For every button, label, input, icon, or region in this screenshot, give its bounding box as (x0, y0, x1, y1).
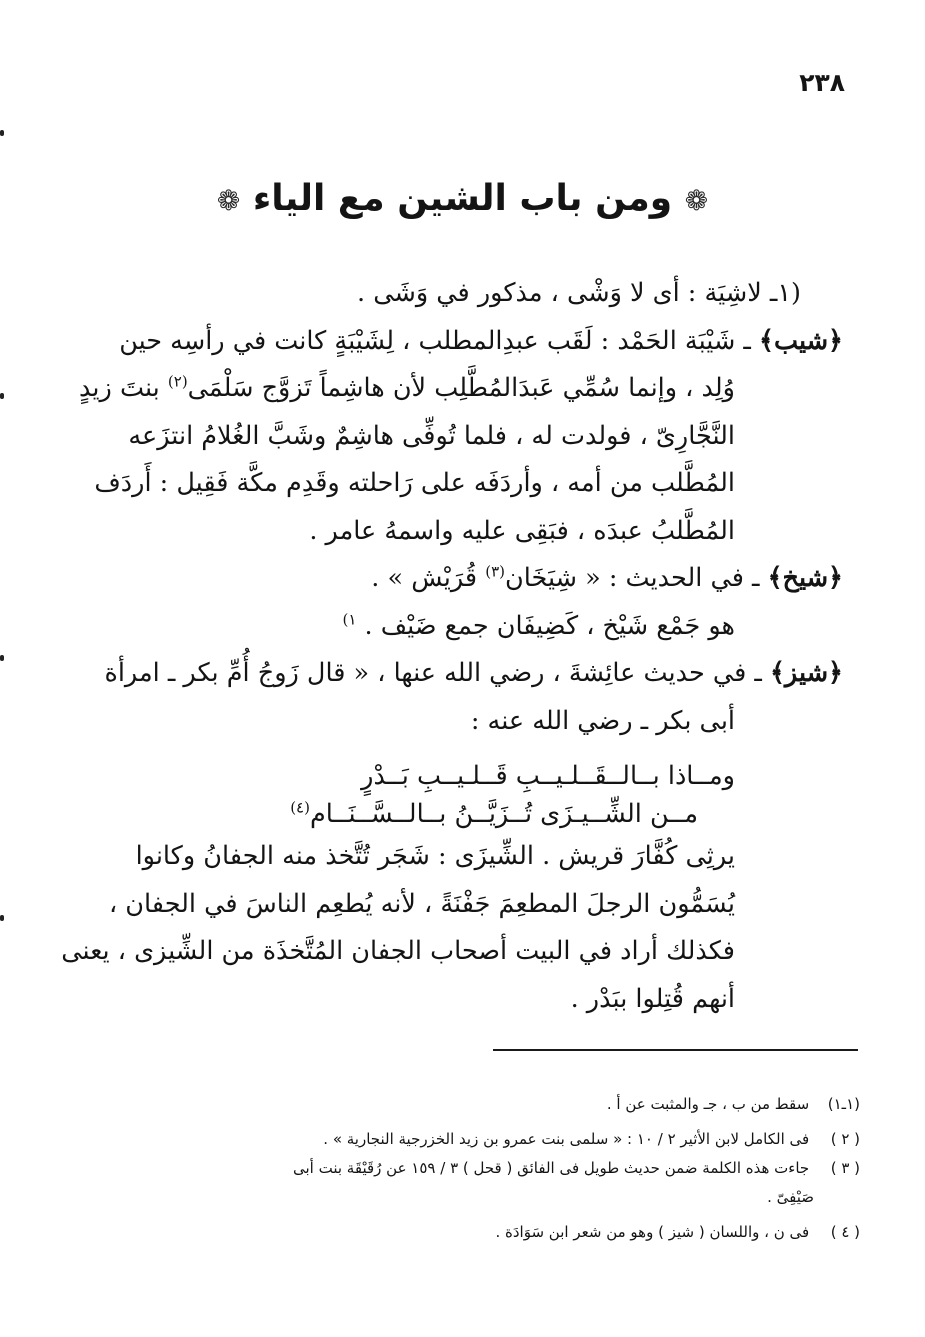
footnote-ref: (٤) (290, 798, 310, 817)
footnote-divider (493, 1049, 858, 1051)
chapter-title (0, 178, 925, 219)
footnote-continuation: صَيْفِىّ . (767, 1188, 814, 1206)
line-text: وُلِد ، وإنما سُمِّي عَبدَالمُطَّلِب لأن هاشِماً تَزوَّج سَلْمَى (187, 373, 735, 403)
body-line (98, 650, 843, 698)
verse-text: مــن الشِّــيـزَى تُــزَيَّــنُ بــالــسَّــنَــام (309, 799, 698, 829)
body-line: أنهم قُتِلوا ببَدْر . (570, 983, 735, 1014)
scan-margin-mark (0, 655, 4, 661)
body-line: المُطَّلب من أمه ، وأردَفَه على رَاحلته وقَدِم مكَّة فَقِيل : أَردَف (94, 468, 735, 498)
footnote-number: ( ٣ ) (830, 1159, 860, 1177)
footnote (80, 1218, 860, 1247)
ornament-right-icon: ❁ (684, 184, 709, 217)
footnote-number: ( ٢ ) (830, 1130, 860, 1148)
footnote-text: فى ن ، واللسان ( شيز ) وهو من شعر ابن سَوَادَة . (495, 1223, 810, 1241)
footnote-text: فى الكامل لابن الأثير ٢ / ١٠ : « سلمى بنت عمرو بن زيد الخزرجية النجارية » . (323, 1130, 810, 1148)
body-line: أبى بكر ـ رضي الله عنه : (470, 705, 735, 736)
ornament-left-icon: ❁ (216, 184, 241, 217)
footnote (80, 1154, 860, 1183)
line-text: بنتَ زيدٍ (79, 373, 168, 403)
body-line (98, 603, 843, 651)
footnote-number: (١ـ١) (827, 1095, 860, 1113)
body-line: يُسَمُّون الرجلَ المطعِمَ جَفْنَةً ، لأنه يُطعِم الناسَ في الجفان ، (108, 888, 735, 919)
body-line (98, 555, 843, 603)
verse-line (98, 795, 843, 833)
entry-key-shaykh: ﴿شيخ﴾ (767, 563, 843, 593)
entry-text: قُرَيْش » . (371, 563, 486, 593)
chapter-title-text: ومن باب الشين مع الياء (252, 178, 673, 219)
body-text (61, 270, 843, 1023)
entry-text: ـ شَيْبَة الحَمْد : لَقَب عبدِالمطلب ، لِشَيْبَةٍ كانت في رأسِه حين (119, 325, 760, 356)
body-line: النَّجَّارِىّ ، فولدت له ، فلما تُوفِّى هاشِمٌ وشَبَّ الغُلامُ انتزَعه (128, 420, 735, 451)
footnote-ref: (٣) (485, 562, 505, 581)
body-line: يرثِى كُفَّارَ قريش . الشِّيزَى : شَجَر تُتَّخذ منه الجفانُ وكانوا (135, 841, 735, 871)
scan-margin-mark (0, 915, 4, 921)
footnote (80, 1125, 860, 1154)
body-line (98, 318, 843, 366)
footnotes (80, 1090, 860, 1247)
entry-key-shib: ﴿شيب﴾ (759, 325, 843, 356)
body-line: فكذلك أراد في البيت أصحاب الجفان المُتَّخذَة من الشِّيزى ، يعنى (61, 936, 735, 966)
scan-margin-mark (0, 130, 4, 136)
entry-text: ـ في حديث عائِشةَ ، رضي الله عنها ، « قال زَوجُ أُمِّ بكر ـ امرأة (104, 658, 770, 688)
line-text: هو جَمْع شَيْخ ، كَضِيفَان جمع ضَيْف . (364, 610, 735, 641)
entry-key-shiz: ﴿شيز﴾ (769, 658, 843, 688)
footnote-ref: (٢) (167, 372, 188, 391)
page-number: ٢٣٨ (799, 68, 845, 97)
footnote-ref: ١) (342, 610, 357, 628)
entry-text: ـ في الحديث : « شِيَخَان (504, 563, 768, 593)
scan-margin-mark (0, 393, 4, 399)
verse-line: ومــاذا بــالــقَــلـيــبِ قَــلـيــبِ بَــدْرٍ (361, 761, 735, 791)
body-line (79, 365, 843, 413)
body-line: (١ـ لاشِيَة : أى لا وَشْى ، مذكور في وَشَى . (357, 278, 801, 308)
body-line: المُطَّلبُ عبدَه ، فبَقِى عليه واسمهُ عامر . (309, 515, 735, 546)
footnote-text: سقط من ب ، جـ والمثبت عن أ . (606, 1095, 810, 1113)
footnote (80, 1090, 860, 1119)
footnote-text: جاءت هذه الكلمة ضمن حديث طويل فى الفائق ( قحل ) ٣ / ١٥٩ عن رُقَيْقَة بنت أبى (293, 1159, 810, 1177)
footnote-number: ( ٤ ) (830, 1223, 860, 1241)
